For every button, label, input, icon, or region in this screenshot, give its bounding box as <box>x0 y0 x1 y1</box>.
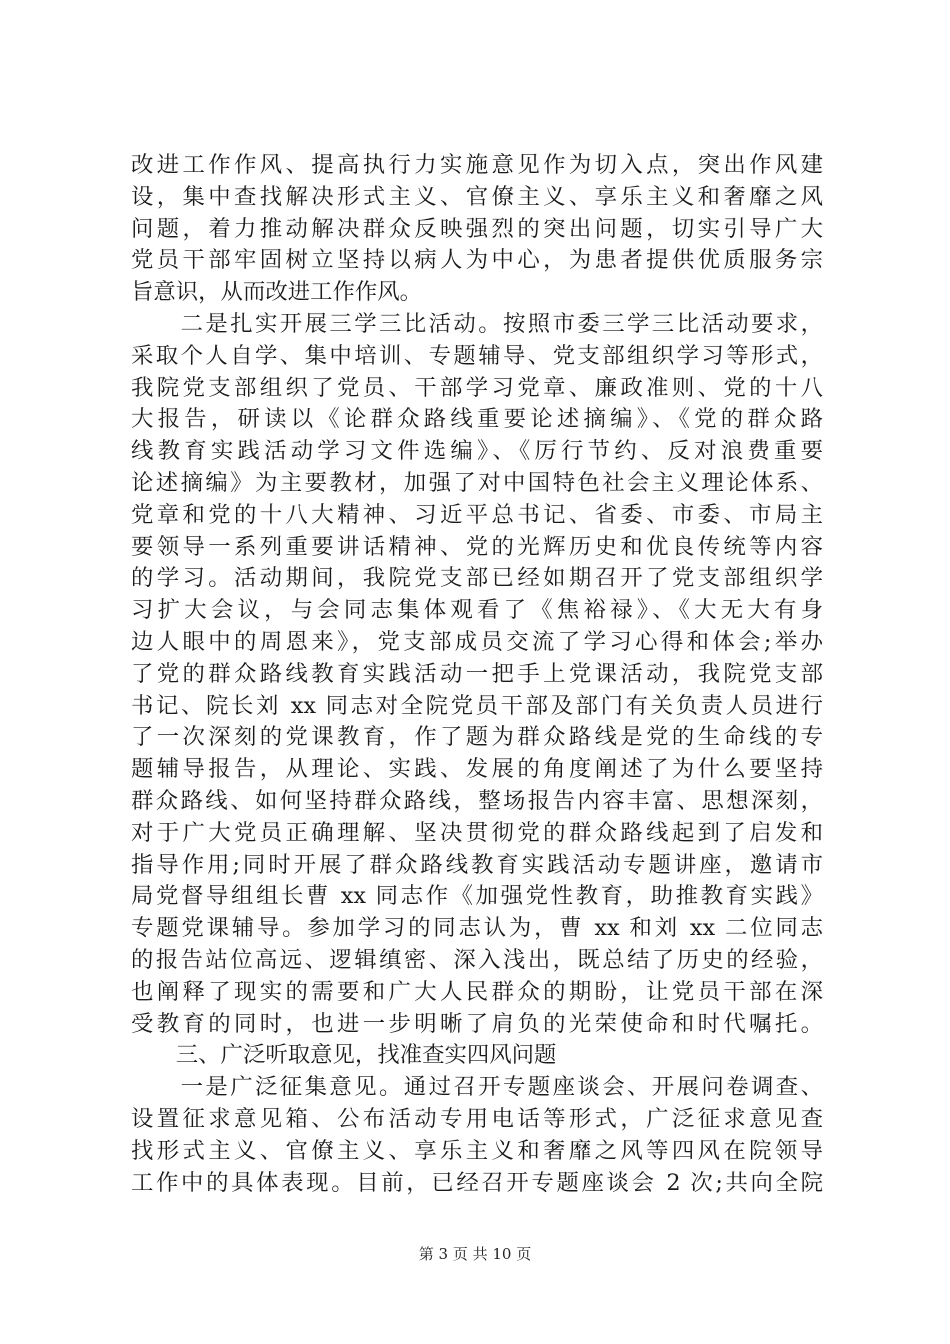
text-line: 工作中的具体表现。目前，已经召开专题座谈会 2 次;共向全院 <box>131 1169 823 1196</box>
text-line: 设，集中查找解决形式主义、官僚主义、享乐主义和奢靡之风 <box>131 183 823 210</box>
text-line: 的报告站位高远、逻辑缜密、深入浅出，既总结了历史的经验， <box>131 946 823 973</box>
text-line: 党章和党的十八大精神、习近平总书记、省委、市委、市局主 <box>131 501 823 528</box>
text-line: 我院党支部组织了党员、干部学习党章、廉政准则、党的十八 <box>131 374 823 401</box>
text-line: 改进工作作风、提高执行力实施意见作为切入点，突出作风建 <box>131 152 823 178</box>
text-line: 采取个人自学、集中培训、专题辅导、党支部组织学习等形式， <box>131 342 823 369</box>
text-line: 群众路线、如何坚持群众路线，整场报告内容丰富、思想深刻， <box>131 787 823 814</box>
text-line: 党员干部牢固树立坚持以病人为中心，为患者提供优质服务宗 <box>131 247 823 274</box>
text-line: 边人眼中的周恩来》，党支部成员交流了学习心得和体会;举办 <box>131 628 823 655</box>
text-line: 也阐释了现实的需要和广大人民群众的期盼，让党员干部在深 <box>131 978 823 1005</box>
text-line: 专题党课辅导。参加学习的同志认为，曹 xx 和刘 xx 二位同志 <box>131 915 823 942</box>
text-line: 书记、院长刘 xx 同志对全院党员干部及部门有关负责人员进行 <box>131 692 823 719</box>
text-line: 一是广泛征集意见。通过召开专题座谈会、开展问卷调查、 <box>131 1074 823 1101</box>
text-line: 论述摘编》为主要教材，加强了对中国特色社会主义理论体系、 <box>131 469 823 496</box>
text-line: 了一次深刻的党课教育，作了题为群众路线是党的生命线的专 <box>131 724 823 751</box>
text-line: 指导作用;同时开展了群众路线教育实践活动专题讲座，邀请市 <box>131 851 823 878</box>
text-line: 对于广大党员正确理解、坚决贯彻党的群众路线起到了启发和 <box>131 819 823 846</box>
text-line: 的学习。活动期间，我院党支部已经如期召开了党支部组织学 <box>131 565 823 592</box>
text-line: 题辅导报告，从理论、实践、发展的角度阐述了为什么要坚持 <box>131 756 823 783</box>
document-body <box>131 150 823 1199</box>
text-line: 受教育的同时，也进一步明晰了肩负的光荣使命和时代嘱托。 <box>131 1010 823 1037</box>
text-line: 旨意识，从而改进工作作风。 <box>131 279 423 306</box>
page-footer: 第 3 页 共 10 页 <box>418 1245 532 1263</box>
text-line: 要领导一系列重要讲话精神、党的光辉历史和优良传统等内容 <box>131 533 823 560</box>
text-line: 线教育实践活动学习文件选编》、《厉行节约、反对浪费重要 <box>131 438 823 465</box>
text-line: 大报告，研读以《论群众路线重要论述摘编》、《党的群众路 <box>131 406 823 433</box>
text-line: 习扩大会议，与会同志集体观看了《焦裕禄》、《大无大有身 <box>131 597 823 624</box>
section-heading: 三、广泛听取意见，找准查实四风问题 <box>131 1042 557 1069</box>
text-line: 问题，着力推动解决群众反映强烈的突出问题，切实引导广大 <box>131 215 823 242</box>
text-line: 设置征求意见箱、公布活动专用电话等形式，广泛征求意见查 <box>131 1105 823 1132</box>
text-line: 二是扎实开展三学三比活动。按照市委三学三比活动要求， <box>131 310 823 337</box>
text-line: 找形式主义、官僚主义、享乐主义和奢靡之风等四风在院领导 <box>131 1137 823 1164</box>
text-line: 局党督导组组长曹 xx 同志作《加强党性教育，助推教育实践》 <box>131 883 823 910</box>
text-line: 了党的群众路线教育实践活动一把手上党课活动，我院党支部 <box>131 660 823 687</box>
